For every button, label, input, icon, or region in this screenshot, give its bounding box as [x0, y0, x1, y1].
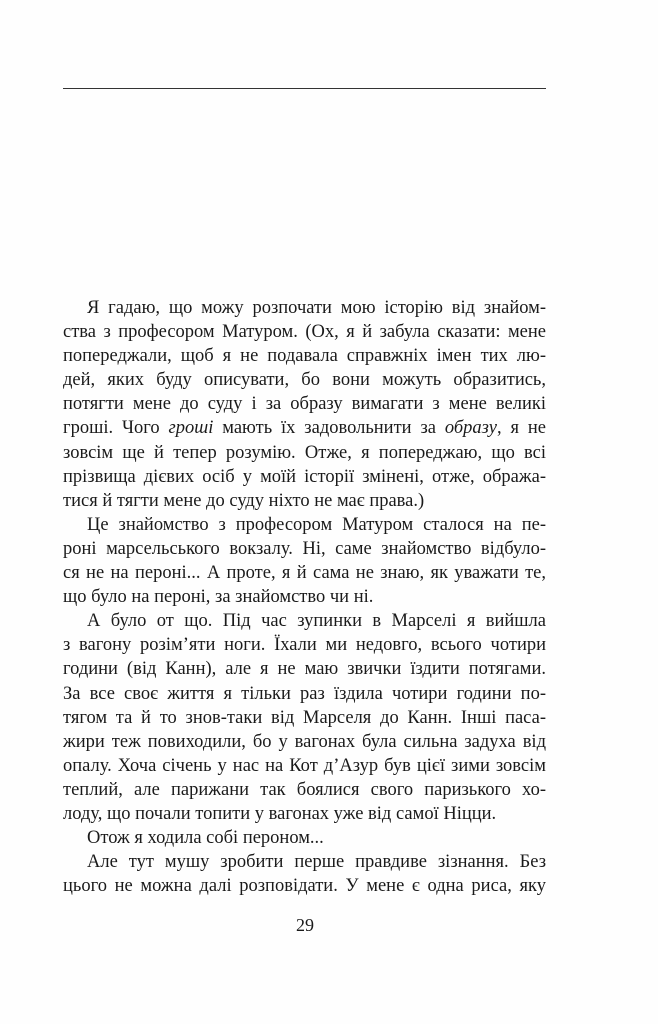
text-line — [63, 513, 546, 537]
text-segment: , я не — [496, 418, 547, 439]
text-segment: години (від Канн), але я не маю звички їздити потягами. — [63, 659, 546, 680]
text-line — [63, 657, 546, 681]
text-line — [63, 682, 546, 706]
page-number: 29 — [296, 915, 314, 935]
text-segment: ся не на пероні... А проте, я й сама не знаю, як уважати те, — [63, 563, 546, 584]
text-line — [63, 874, 546, 898]
text-segment: дей, яких буду описувати, бо вони можуть образитись, — [63, 370, 546, 391]
text-segment: зовсім ще й тепер розумію. Отже, я попереджаю, що всі — [63, 442, 546, 463]
text-segment: потягти мене до суду і за образу вимагати з мене великі — [63, 394, 546, 415]
text-line — [63, 633, 546, 657]
text-line — [63, 296, 546, 320]
text-segment: попереджали, щоб я не подавала справжніх імен тих лю- — [63, 346, 546, 367]
text-segment: лоду, що почали топити у вагонах уже від самої Ніцци. — [63, 803, 497, 824]
text-segment: роні марсельського вокзалу. Ні, саме знайомство відбуло- — [63, 538, 546, 559]
text-line — [63, 754, 546, 778]
text-line — [63, 850, 546, 874]
text-segment: А було от що. Під час зупинки в Марселі я вийшла — [87, 611, 546, 632]
text-line — [63, 826, 546, 850]
text-line — [63, 802, 546, 826]
text-segment: За все своє життя я тільки раз їздила чотири години по- — [63, 683, 546, 704]
text-line — [63, 489, 546, 513]
text-line — [63, 344, 546, 368]
text-line — [63, 609, 546, 633]
text-line — [63, 465, 546, 489]
text-segment: тися й тягти мене до суду ніхто не має права.) — [63, 490, 425, 511]
text-segment: цього не можна далі розповідати. У мене є одна риса, яку — [63, 876, 546, 897]
text-line — [63, 368, 546, 392]
text-segment: тягом та й то знов-таки від Марселя до Канн. Інші паса- — [63, 707, 546, 728]
text-segment: що було на пероні, за знайомство чи ні. — [63, 587, 374, 608]
text-line — [63, 561, 546, 585]
text-line — [63, 706, 546, 730]
text-segment: Отож я ходила собі пероном... — [87, 828, 324, 849]
text-segment: Але тут мушу зробити перше правдиве зізнання. Без — [87, 852, 546, 873]
text-line — [63, 441, 546, 465]
text-segment: жири теж повиходили, бо у вагонах була сильна задуха від — [63, 731, 546, 752]
text-line — [63, 778, 546, 802]
text-segment: опалу. Хоча січень у нас на Кот д’Азур був цієї зими зовсім — [63, 755, 546, 776]
text-line — [63, 585, 546, 609]
text-segment: мають їх задовольнити за — [213, 418, 445, 439]
body-text — [63, 296, 546, 898]
text-line — [63, 392, 546, 416]
text-segment: теплий, але парижани так боялися свого паризького хо- — [63, 779, 546, 800]
text-segment: Я гадаю, що можу розпочати мою історію від знайом- — [87, 298, 546, 318]
text-segment: прізвища дієвих осіб у моїй історії змінені, отже, обража- — [63, 466, 546, 487]
text-line — [63, 416, 546, 440]
text-line — [63, 537, 546, 561]
top-rule — [63, 88, 546, 89]
text-segment: ства з професором Матуром. (Ох, я й забула сказати: мене — [63, 322, 546, 343]
italic-word: гроші — [168, 418, 214, 439]
text-line — [63, 730, 546, 754]
text-segment: Це знайомство з професором Матуром сталося на пе- — [87, 514, 546, 535]
text-segment: гроші. Чого — [63, 418, 169, 439]
text-segment: з вагону розім’яти ноги. Їхали ми недовго, всього чотири — [63, 635, 546, 656]
text-line — [63, 320, 546, 344]
italic-word: образу — [444, 418, 497, 439]
